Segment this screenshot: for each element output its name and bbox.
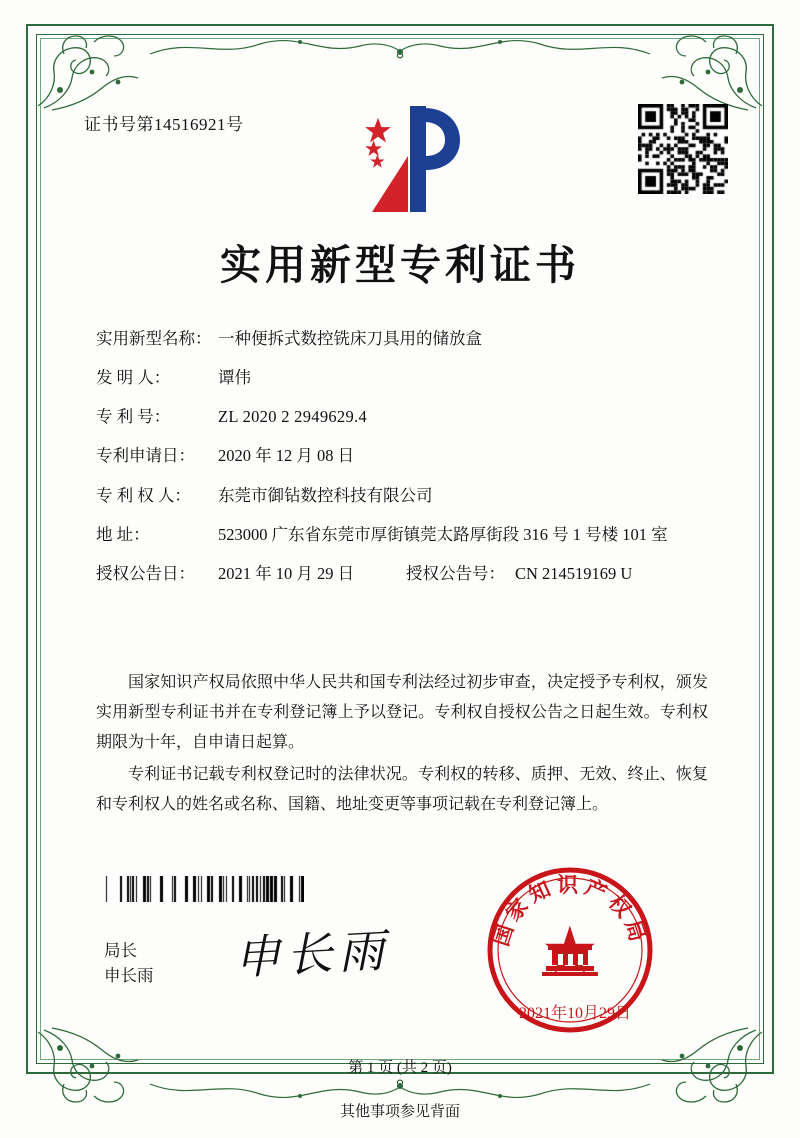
director-name: 申长雨	[104, 966, 154, 985]
corner-ornament-icon	[650, 28, 770, 114]
body-paragraphs	[96, 668, 708, 822]
field-value: 一种便拆式数控铣床刀具用的储放盒	[218, 329, 482, 348]
cnipa-logo-icon	[350, 100, 470, 218]
field-patent-number	[96, 408, 716, 426]
edge-ornament-icon	[150, 32, 650, 62]
field-patentee	[96, 487, 716, 505]
field-grant-date	[96, 565, 406, 583]
field-label: 专 利 权 人：	[96, 485, 191, 505]
field-value: 2021 年 10 月 29 日	[218, 563, 355, 583]
field-label: 地 址：	[96, 524, 150, 544]
field-inventor	[96, 369, 716, 387]
svg-text:国家知识产权局: 国家知识产权局	[488, 873, 652, 950]
handwritten-signature: 申长雨	[232, 922, 392, 986]
field-value: 谭伟	[218, 368, 251, 388]
page-number: 第 1 页 (共 2 页)	[348, 1060, 452, 1076]
field-label: 发 明 人：	[96, 368, 171, 388]
field-utility-model-name	[96, 330, 716, 348]
certificate-number: 证书号第14516921号	[84, 115, 244, 134]
footnote: 其他事项参见背面	[339, 1104, 460, 1120]
field-label: 授权公告日：	[96, 563, 195, 583]
field-value: CN 214519169 U	[515, 563, 633, 583]
paragraph-1: 国家知识产权局依照中华人民共和国专利法经过初步审查，决定授予专利权，颁发实用新型专利证书并在专利登记簿上予以登记。专利权自授权公告之日起生效。专利权期限为十年，自申请日起算。	[96, 674, 708, 751]
field-row-grant	[96, 565, 716, 583]
field-label: 专 利 号：	[96, 407, 171, 427]
seal-date: 2021年10月29日	[518, 1005, 631, 1022]
field-address	[96, 526, 716, 544]
field-value: ZL 2020 2 2949629.4	[218, 407, 367, 427]
paragraph-2: 专利证书记载专利权登记时的法律状况。专利权的转移、质押、无效、终止、恢复和专利权人的姓名或名称、国籍、地址变更等事项记载在专利登记簿上。	[96, 766, 708, 813]
page-title: 实用新型专利证书	[220, 241, 580, 289]
field-label: 授权公告号：	[406, 563, 505, 583]
barcode	[104, 876, 304, 902]
field-grant-number	[406, 565, 632, 583]
field-application-date	[96, 447, 716, 465]
field-label: 专利申请日：	[96, 446, 195, 466]
director-block	[104, 938, 154, 988]
field-value: 2020 年 12 月 08 日	[218, 446, 355, 466]
field-list	[96, 330, 716, 601]
field-value: 523000 广东省东莞市厚街镇莞太路厚街段 316 号 1 号楼 101 室	[218, 524, 668, 544]
director-label: 局长	[104, 941, 137, 960]
field-value: 东莞市御钻数控科技有限公司	[218, 485, 433, 505]
field-label: 实用新型名称：	[96, 329, 212, 348]
qr-code	[638, 104, 728, 194]
corner-ornament-icon	[30, 28, 150, 114]
